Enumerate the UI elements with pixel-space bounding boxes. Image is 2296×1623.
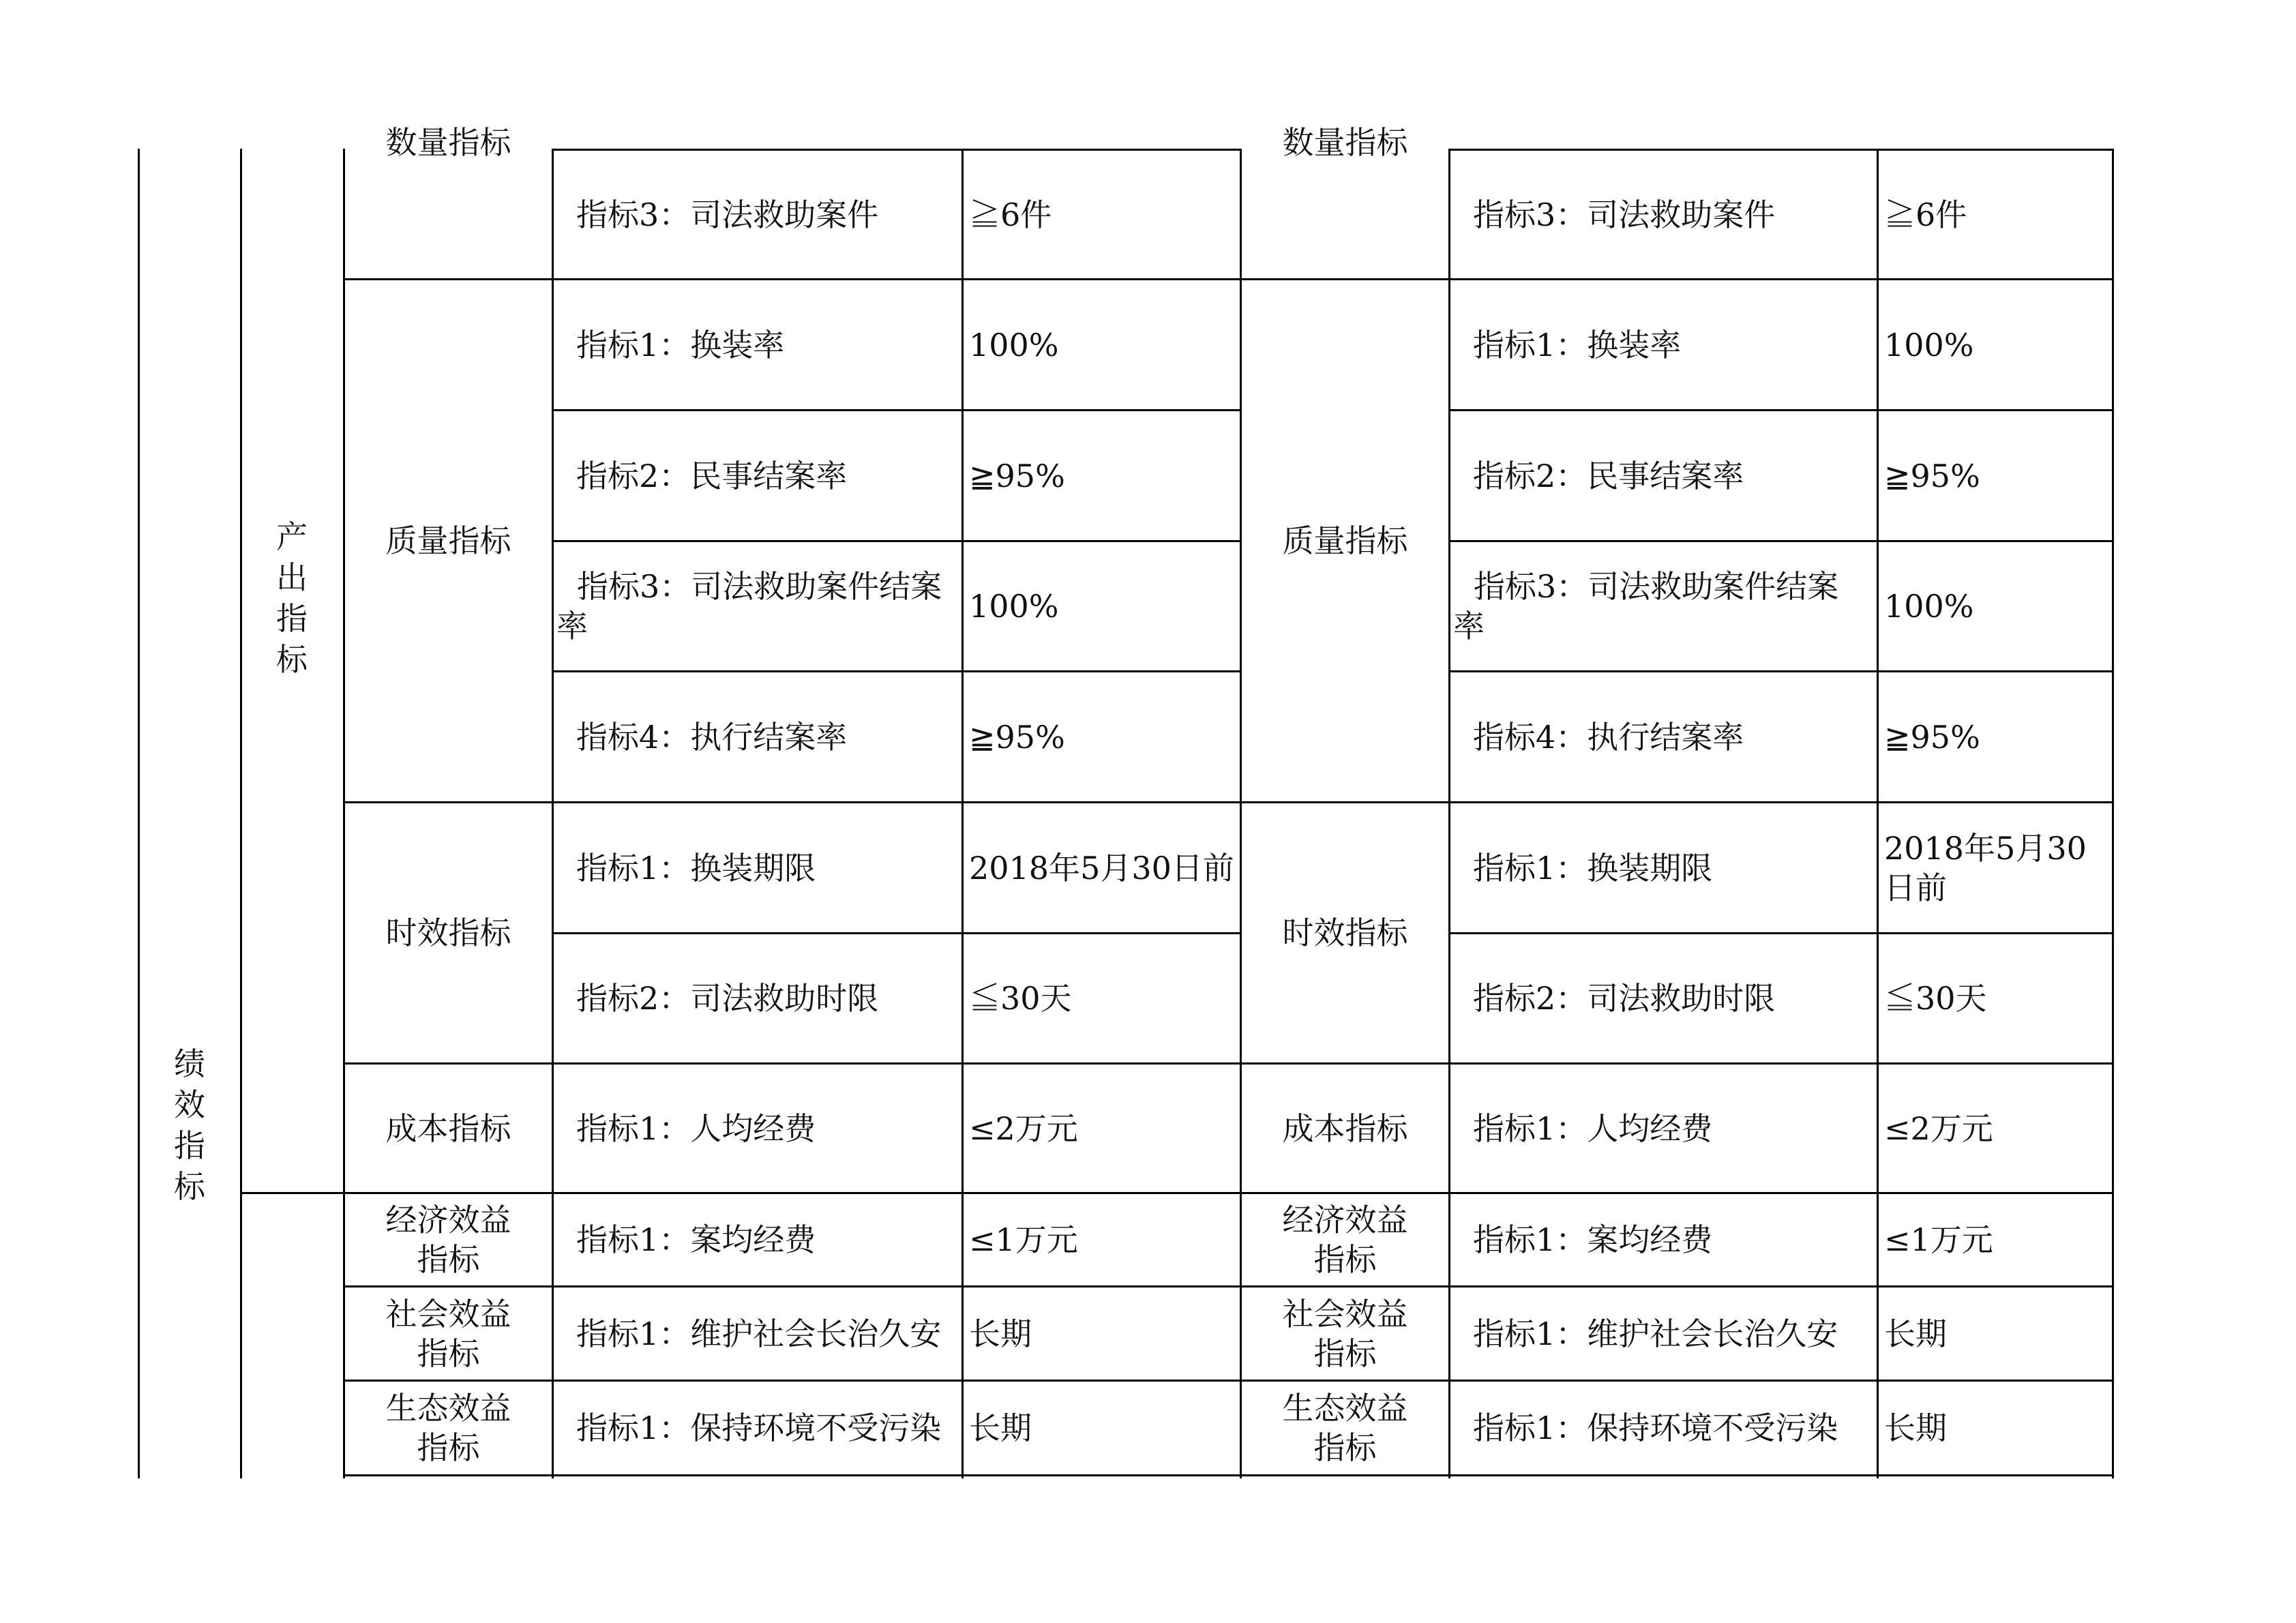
left-quantity-category-text: 数量指标 [385,124,511,161]
right-cost-indicator-1: 指标1：人均经费 [1473,1110,1713,1147]
left-timeliness-category: 时效指标 [385,914,511,951]
left-economic-category: 经济效益指标 [385,1202,511,1278]
right-quantity-value-3: ≧6件 [1884,196,1967,233]
right-economic-category: 经济效益指标 [1282,1202,1408,1278]
left-quality-value-2: ≧95% [969,457,1065,494]
grid-line [138,149,140,1478]
left-quality-value-3: 100% [969,588,1059,625]
grid-line [240,149,242,1478]
right-quality-indicator-1: 指标1：换装率 [1473,326,1682,363]
right-quality-value-2: ≧95% [1884,457,1980,494]
left-eco-category: 生态效益指标 [385,1390,511,1466]
right-quality-indicator-2: 指标2：民事结案率 [1473,457,1744,494]
section-label-performance: 绩效指标 [174,1045,205,1205]
grid-line [2112,149,2114,1478]
right-social-value-1: 长期 [1884,1315,1947,1352]
left-eco-indicator-1: 指标1：保持环境不受污染 [576,1410,942,1446]
right-eco-category: 生态效益指标 [1282,1390,1408,1466]
left-quality-indicator-4: 指标4：执行结案率 [576,718,848,756]
left-quality-value-1: 100% [969,326,1059,363]
right-quantity-category-text: 数量指标 [1282,124,1408,161]
left-quality-indicator-1: 指标1：换装率 [576,326,785,363]
left-timeliness-value-2: ≦30天 [969,980,1072,1017]
right-timeliness-value-2: ≦30天 [1884,980,1987,1017]
left-social-category: 社会效益指标 [385,1295,511,1372]
left-quantity-indicator-3: 指标3：司法救助案件 [576,196,879,233]
grid-line [343,1474,1242,1476]
right-timeliness-indicator-1: 指标1：换装期限 [1473,849,1713,887]
left-quantity-value-3: ≧6件 [969,196,1052,233]
right-quality-value-1: 100% [1884,326,1974,363]
right-quantity-category [1242,124,1448,164]
left-cost-category: 成本指标 [385,1110,511,1147]
right-timeliness-value-1: 2018年5月30日前 [1884,829,2087,906]
left-quality-indicator-2: 指标2：民事结案率 [576,457,848,494]
right-economic-indicator-1: 指标1：案均经费 [1473,1221,1713,1258]
left-quality-category: 质量指标 [385,522,511,559]
grid-line [1240,1474,2114,1476]
right-timeliness-indicator-2: 指标2：司法救助时限 [1473,980,1776,1017]
left-cost-indicator-1: 指标1：人均经费 [576,1110,816,1147]
right-quality-category: 质量指标 [1282,522,1408,559]
left-timeliness-value-1: 2018年5月30日前 [969,849,1234,887]
right-economic-value-1: ≤1万元 [1884,1221,1993,1258]
left-economic-indicator-1: 指标1：案均经费 [576,1221,816,1258]
right-quality-value-3: 100% [1884,588,1974,625]
left-timeliness-indicator-1: 指标1：换装期限 [576,849,816,887]
right-cost-value-1: ≤2万元 [1884,1110,1993,1147]
section-label-output: 产出指标 [276,518,308,678]
right-eco-value-1: 长期 [1884,1410,1947,1446]
right-cost-category: 成本指标 [1282,1110,1408,1147]
left-timeliness-indicator-2: 指标2：司法救助时限 [576,980,879,1017]
right-timeliness-category: 时效指标 [1282,914,1408,951]
left-quality-value-4: ≧95% [969,718,1065,756]
left-cost-value-1: ≤2万元 [969,1110,1078,1147]
left-social-value-1: 长期 [969,1315,1032,1352]
left-social-indicator-1: 指标1：维护社会长治久安 [576,1315,942,1352]
right-quantity-indicator-3: 指标3：司法救助案件 [1473,196,1776,233]
right-quality-value-4: ≧95% [1884,718,1980,756]
left-eco-value-1: 长期 [969,1410,1032,1446]
right-eco-indicator-1: 指标1：保持环境不受污染 [1473,1410,1838,1446]
right-social-indicator-1: 指标1：维护社会长治久安 [1473,1315,1838,1352]
left-quality-indicator-3: 指标3：司法救助案件结案率 [556,568,942,644]
right-social-category: 社会效益指标 [1282,1295,1408,1372]
right-quality-indicator-3: 指标3：司法救助案件结案率 [1453,568,1839,644]
left-quantity-category [345,124,552,164]
right-quality-indicator-4: 指标4：执行结案率 [1473,718,1744,756]
left-economic-value-1: ≤1万元 [969,1221,1078,1258]
